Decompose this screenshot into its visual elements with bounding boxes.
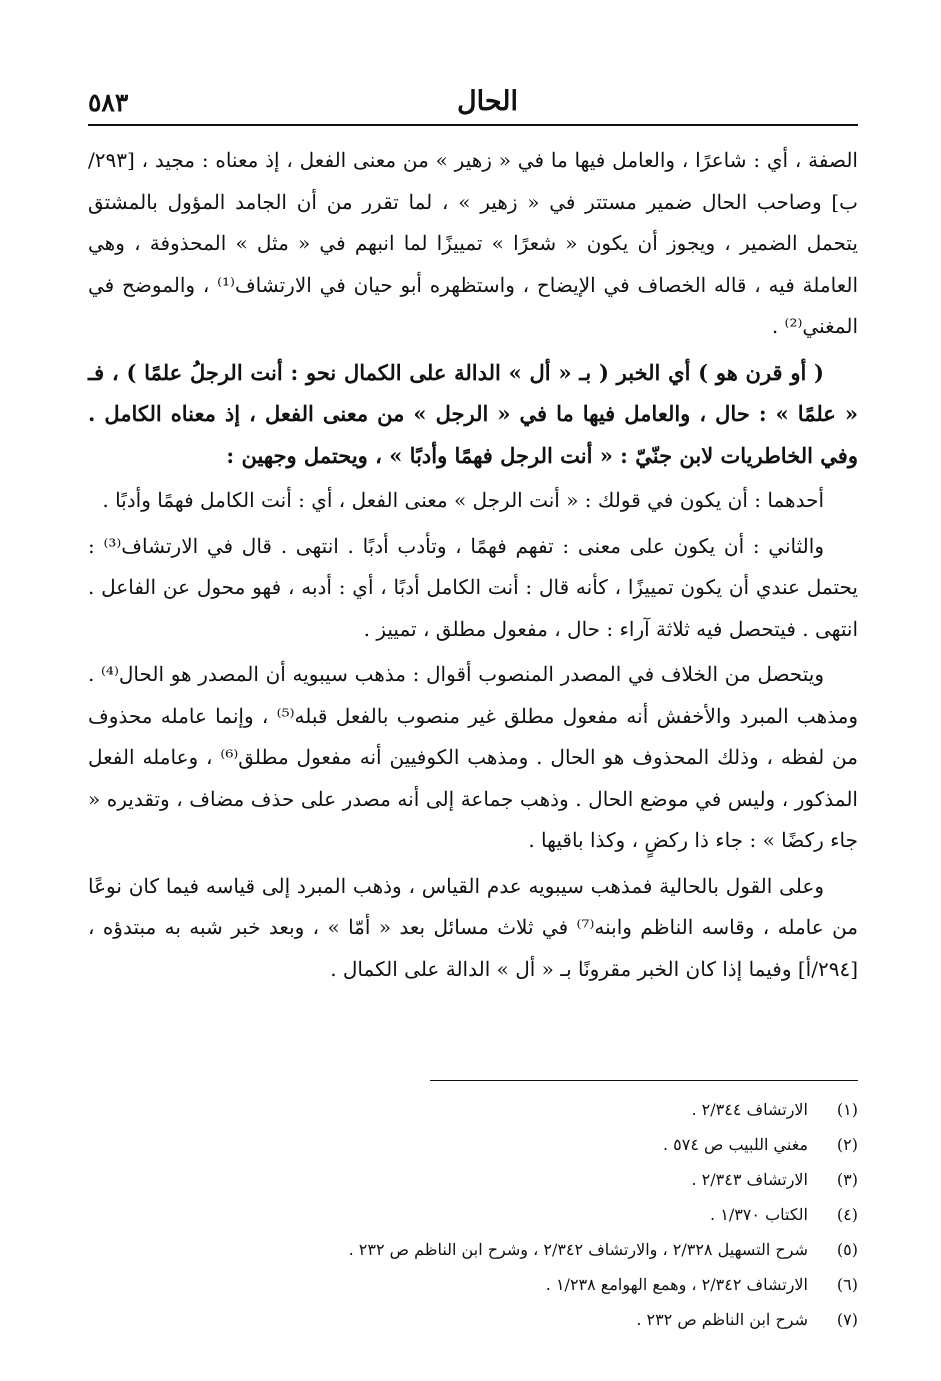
footnote-number: (١) — [836, 1100, 858, 1119]
paragraph: والثاني : أن يكون على معنى : تفهم فهمًا ، وتأدب أدبًا . انتهى . قال في الارتشاف⁽³⁾ : يحتمل عندي أن يكون تمييزًا ، كأنه قال : أنت الكامل أدبًا ، أي : أدبه ، فهو محول عن الفاعل . انتهى . فيتحصل فيه ثلاثة آراء : حال ، مفعول مطلق ، تمييز . — [88, 533, 858, 641]
footnote-text: الارتشاف ٢/٣٤٣ . — [691, 1170, 808, 1189]
footnote-text: شرح التسهيل ٢/٣٢٨ ، والارتشاف ٢/٣٤٢ ، وشرح ابن الناظم ص ٢٣٢ . — [348, 1240, 808, 1259]
footnote — [238, 1162, 858, 1197]
footnote — [238, 1127, 858, 1162]
footnote-number: (٢) — [836, 1135, 858, 1154]
main-text — [88, 140, 858, 994]
paragraph: ويتحصل من الخلاف في المصدر المنصوب أقوال : مذهب سيبويه أن المصدر هو الحال⁽⁴⁾ . ومذهب المبرد والأخفش أنه مفعول مطلق غير منصوب بالفعل قبله⁽⁵⁾ ، وإنما عامله محذوف من لفظه ، وذلك المحذوف هو الحال . ومذهب الكوفيين أنه مفعول مطلق⁽⁶⁾ ، وعامله الفعل المذكور ، وليس في موضع الحال . وذهب جماعة إلى أنه مصدر على حذف مضاف ، وتقديره « جاء ركضًا » : جاء ذا ركضٍ ، وكذا باقيها . — [88, 662, 858, 852]
paragraph: الصفة ، أي : شاعرًا ، والعامل فيها ما في « زهير » من معنى الفعل ، إذ معناه : مجيد ، [٢٩٣/ب] وصاحب الحال ضمير مستتر في « زهير » ، لما تقرر من أن الجامد المؤول بالمشتق يتحمل الضمير ، ويجوز أن يكون « شعرًا » تمييزًا لما انبهم في « مثل » المحذوفة ، وهي العاملة فيه ، قاله الخصاف في الإيضاح ، واستظهره أبو حيان في الارتشاف⁽¹⁾ ، والموضح في المغني⁽²⁾ . — [88, 148, 858, 338]
footnote-number: (٦) — [836, 1275, 858, 1294]
footnote — [238, 1267, 858, 1302]
footnote — [238, 1232, 858, 1267]
footnote-text: الارتشاف ٢/٣٤٤ . — [691, 1100, 808, 1119]
footnote-divider — [430, 1080, 858, 1081]
footnote — [238, 1302, 858, 1337]
page-title: الحال — [456, 86, 518, 117]
footnote — [238, 1197, 858, 1232]
footnote-text: شرح ابن الناظم ص ٢٣٢ . — [636, 1310, 808, 1329]
footnotes — [238, 1092, 858, 1337]
footnote-text: مغني اللبيب ص ٥٧٤ . — [663, 1135, 808, 1154]
paragraph: أحدهما : أن يكون في قولك : « أنت الرجل » معنى الفعل ، أي : أنت الكامل فهمًا وأدبًا . — [102, 488, 824, 512]
footnote-number: (٧) — [836, 1310, 858, 1329]
page-number: ٥٨٣ — [88, 88, 129, 117]
header-divider — [88, 124, 858, 126]
footnote-number: (٥) — [836, 1240, 858, 1259]
paragraph: وعلى القول بالحالية فمذهب سيبويه عدم القياس ، وذهب المبرد إلى قياسه فيما كان نوعًا من عامله ، وقاسه الناظم وابنه⁽⁷⁾ في ثلاث مسائل بعد « أمّا » ، وبعد خبر شبه به مبتدؤه ، [٢٩٤/أ] وفيما إذا كان الخبر مقرونًا بـ « أل » الدالة على الكمال . — [88, 873, 859, 981]
footnote-text: الارتشاف ٢/٣٤٢ ، وهمع الهوامع ١/٢٣٨ . — [545, 1275, 808, 1294]
footnote — [238, 1092, 858, 1127]
footnote-text: الكتاب ١/٣٧٠ . — [710, 1205, 808, 1224]
paragraph-matn: ( أو قرن هو ) أي الخبر ( بـ « أل » الدالة على الكمال نحو : أنت الرجلُ علمًا ) ، فـ « علمًا » : حال ، والعامل فيها ما في « الرجل » من معنى الفعل ، إذ معناه الكامل . وفي الخاطريات لابن جنّيّ : « أنت الرجل فهمًا وأدبًا » ، ويحتمل وجهين : — [88, 359, 858, 468]
page-header — [88, 84, 858, 124]
footnote-number: (٤) — [836, 1205, 858, 1224]
footnote-number: (٣) — [836, 1170, 858, 1189]
